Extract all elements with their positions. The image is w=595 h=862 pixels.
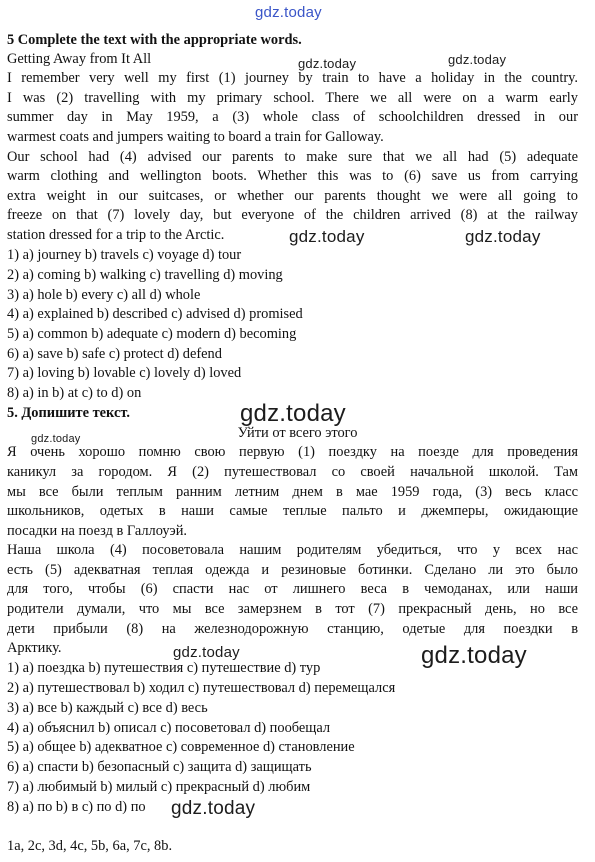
passage-line: freeze on that (7) lovely day, but everyone of the children arrived (8) at the railway: [7, 207, 578, 223]
option-line: 1) a) journey b) travels c) voyage d) tour: [7, 247, 242, 263]
watermark: gdz.today: [465, 227, 541, 246]
watermark: gdz.today: [421, 642, 527, 669]
passage-line: warm clothing and wellington boots. Whether this was to (6) save us from carrying: [7, 168, 578, 184]
passage-line: родители думали, что мы все замерзнем в тот (7) прекрасный день, но все: [7, 601, 578, 617]
watermark: gdz.today: [289, 227, 365, 246]
passage-line: есть (5) адекватная теплая одежда и резиновые ботинки. Сделано ли это было: [7, 562, 578, 578]
passage-line: Наша школа (4) посоветовала нашим родителям убедиться, что у всех нас: [7, 542, 578, 558]
watermark: gdz.today: [255, 4, 322, 21]
passage-line: Our school had (4) advised our parents to make sure that we all had (5) adequate: [7, 149, 578, 165]
passage-line: школьников, одетых в наши самые теплые пальто и джемперы, ожидающие: [7, 503, 578, 519]
passage-line: warmest coats and jumpers waiting to board a train for Galloway.: [7, 129, 384, 145]
passage-line: каникул за городом. Я (2) путешествовал со своей начальной школой. Там: [7, 464, 578, 480]
passage-line: summer day in May 1959, a (3) whole class of schoolchildren dressed in our: [7, 109, 578, 125]
passage-title-en: Getting Away from It All: [7, 51, 152, 67]
passage-line: station dressed for a trip to the Arctic.: [7, 227, 225, 243]
passage-line: Арктику.: [7, 640, 62, 656]
option-line: 2) a) coming b) walking c) travelling d) moving: [7, 267, 283, 283]
option-line: 8) a) по b) в c) по d) по: [7, 799, 146, 815]
passage-title-ru: Уйти от всего этого: [237, 425, 358, 441]
watermark: gdz.today: [31, 433, 81, 445]
passage-line: I remember very well my first (1) journey by train to have a holiday in the country.: [7, 70, 578, 86]
option-line: 6) a) save b) safe c) protect d) defend: [7, 346, 222, 362]
watermark: gdz.today: [448, 52, 507, 67]
option-line: 8) a) in b) at c) to d) on: [7, 385, 142, 401]
option-line: 4) a) explained b) described c) advised d) promised: [7, 306, 303, 322]
option-line: 3) a) все b) каждый c) все d) весь: [7, 700, 208, 716]
exercise-heading-en: 5 Complete the text with the appropriate words.: [7, 32, 302, 48]
passage-line: дети прибыли (8) на железнодорожную станцию, одетые для поездки в: [7, 621, 578, 637]
option-line: 1) a) поездка b) путешествия c) путешествие d) тур: [7, 660, 321, 676]
passage-line: extra weight in our suitcases, or whether our parents thought we were all going to: [7, 188, 578, 204]
option-line: 6) a) спасти b) безопасный c) защита d) защищать: [7, 759, 312, 775]
passage-line: посадки на поезд в Галлоуэй.: [7, 523, 188, 539]
watermark: gdz.today: [298, 56, 357, 71]
answer-key: 1a, 2c, 3d, 4c, 5b, 6a, 7c, 8b.: [7, 838, 173, 854]
watermark: gdz.today: [173, 644, 240, 661]
watermark: gdz.today: [171, 798, 256, 819]
option-line: 3) a) hole b) every c) all d) whole: [7, 287, 201, 303]
watermark: gdz.today: [240, 400, 346, 427]
passage-line: для того, чтобы (6) спасти нас от лишнего веса в чемоданах, или наши: [7, 581, 578, 597]
option-line: 5) a) общее b) адекватное c) современное d) становление: [7, 739, 355, 755]
option-line: 2) a) путешествовал b) ходил c) путешествовал d) перемещался: [7, 680, 396, 696]
option-line: 4) a) объяснил b) описал c) посоветовал d) пообещал: [7, 720, 331, 736]
passage-line: I was (2) travelling with my primary school. There we all were on a warm early: [7, 90, 578, 106]
option-line: 7) a) loving b) lovable c) lovely d) loved: [7, 365, 242, 381]
option-line: 7) a) любимый b) милый c) прекрасный d) любим: [7, 779, 311, 795]
option-line: 5) a) common b) adequate c) modern d) becoming: [7, 326, 297, 342]
exercise-heading-ru: 5. Допишите текст.: [7, 405, 130, 421]
passage-line: Я очень хорошо помню свою первую (1) поездку на поезде для проведения: [7, 444, 578, 460]
passage-line: мы все были теплым ранним летним днем в мае 1959 года, (3) весь класс: [7, 484, 578, 500]
